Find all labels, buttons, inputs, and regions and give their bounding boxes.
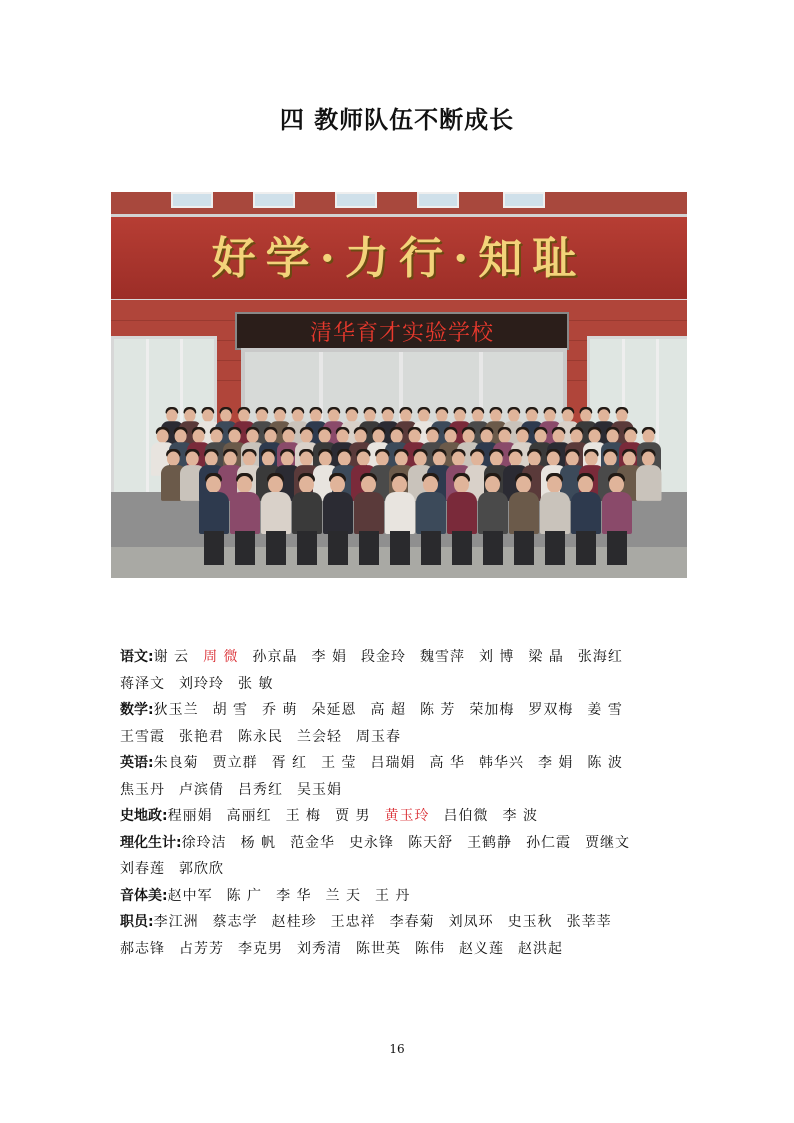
staff-name: 王鹤静 <box>467 834 513 851</box>
staff-name: 刘 博 <box>478 649 515 665</box>
staff-name: 兰会轻 <box>297 728 342 745</box>
staff-roster <box>120 644 680 962</box>
staff-name: 刘秀清 <box>297 940 342 957</box>
staff-name: 李克男 <box>238 940 283 957</box>
staff-name: 杨 帆 <box>240 834 277 851</box>
staff-name: 王 丹 <box>374 887 411 904</box>
staff-name: 陈 广 <box>226 887 263 904</box>
staff-name: 吕瑞娟 <box>370 755 416 771</box>
staff-name: 谢 云 <box>153 649 190 665</box>
page-title: 四 教师队伍不断成长 <box>279 106 515 134</box>
roster-section <box>120 697 680 750</box>
staff-name: 焦玉丹 <box>120 781 165 798</box>
staff-name: 陈伟 <box>415 940 445 957</box>
staff-name: 梁 晶 <box>528 649 564 665</box>
staff-name: 高丽红 <box>226 808 272 824</box>
staff-name: 陈 芳 <box>419 702 456 718</box>
staff-name: 刘凤环 <box>448 914 494 930</box>
staff-name: 段金玲 <box>360 649 406 665</box>
staff-name: 张海红 <box>577 649 623 665</box>
section-label: 语文: <box>120 649 154 665</box>
staff-name: 赵义莲 <box>459 940 504 957</box>
staff-name: 李 波 <box>502 808 538 824</box>
roster-section <box>120 750 680 803</box>
staff-name: 韩华兴 <box>478 755 524 771</box>
staff-name: 李 娟 <box>311 649 347 665</box>
roster-section <box>120 883 680 910</box>
roster-section <box>120 909 680 962</box>
staff-name: 赵桂珍 <box>271 914 317 930</box>
staff-name: 周 微 <box>203 649 239 665</box>
staff-name: 郝志锋 <box>120 940 165 957</box>
section-label: 职员: <box>120 914 154 930</box>
staff-name: 张莘莘 <box>566 914 612 930</box>
staff-name: 高 超 <box>370 702 406 718</box>
teacher-group <box>141 407 661 517</box>
section-label: 理化生计: <box>120 834 182 851</box>
staff-name: 吴玉娟 <box>297 781 342 798</box>
staff-name: 吕秀红 <box>238 781 283 798</box>
staff-name: 周玉春 <box>356 728 401 745</box>
staff-name: 王 梅 <box>285 808 322 824</box>
staff-name: 徐玲洁 <box>181 834 227 851</box>
staff-name: 李 娟 <box>537 755 574 771</box>
led-sign <box>235 312 569 350</box>
section-label: 史地政: <box>120 808 168 824</box>
staff-name: 卢滨倩 <box>179 781 224 798</box>
roster-section <box>120 803 680 830</box>
staff-name: 魏雪萍 <box>419 649 465 665</box>
staff-name: 史永锋 <box>349 834 395 851</box>
staff-name: 刘玲玲 <box>179 675 224 692</box>
staff-name: 陈天舒 <box>408 834 454 851</box>
staff-name: 贾继文 <box>585 834 631 851</box>
staff-name: 王 莹 <box>321 755 357 771</box>
staff-name: 张 敏 <box>238 675 274 692</box>
staff-name: 孙仁霞 <box>526 834 572 851</box>
staff-name: 乔 萌 <box>262 702 298 718</box>
staff-name: 史玉秋 <box>507 914 553 930</box>
staff-name: 朵延恩 <box>311 702 357 718</box>
staff-name: 罗双梅 <box>528 702 574 718</box>
staff-name: 蒋泽文 <box>120 675 165 692</box>
staff-name: 王雪霞 <box>120 728 165 745</box>
staff-name: 刘春莲 <box>120 861 165 877</box>
roster-section <box>120 830 680 883</box>
staff-name: 黄玉玲 <box>384 808 430 824</box>
staff-name: 李春菊 <box>389 914 435 930</box>
staff-name: 姜 雪 <box>587 702 623 718</box>
staff-name: 程丽娟 <box>167 808 213 824</box>
staff-name: 兰 天 <box>325 887 361 904</box>
staff-name: 赵洪起 <box>518 940 563 957</box>
staff-name: 胥 红 <box>271 755 308 771</box>
staff-name: 赵中军 <box>167 887 213 904</box>
staff-name: 郭欣欣 <box>179 861 224 877</box>
staff-name: 王忠祥 <box>330 914 376 930</box>
staff-name: 孙京晶 <box>252 649 298 665</box>
section-label: 英语: <box>120 755 154 771</box>
staff-name: 陈永民 <box>238 728 283 745</box>
staff-name: 吕伯微 <box>443 808 489 824</box>
page-number: 16 <box>389 1042 405 1056</box>
staff-name: 蔡志学 <box>212 914 258 930</box>
staff-name: 李 华 <box>276 887 312 904</box>
building-upper-floor <box>111 192 687 216</box>
staff-name: 胡 雪 <box>212 702 249 718</box>
staff-name: 狄玉兰 <box>153 702 199 718</box>
staff-name: 荣加梅 <box>469 702 515 718</box>
section-label: 数学: <box>120 702 154 718</box>
staff-name: 高 华 <box>429 755 465 771</box>
staff-name: 贾 男 <box>335 808 371 824</box>
section-label: 音体美: <box>120 887 168 904</box>
led-sign-text: 清华育才实验学校 <box>309 321 494 346</box>
staff-name: 范金华 <box>290 834 336 851</box>
staff-name: 贾立群 <box>212 755 258 771</box>
roster-section <box>120 644 680 697</box>
motto-text: 好学·力行·知耻 <box>211 233 587 284</box>
staff-name: 朱良菊 <box>153 755 199 771</box>
staff-name: 张艳君 <box>179 728 224 745</box>
staff-name: 陈世英 <box>356 940 401 957</box>
group-photo <box>111 192 687 578</box>
staff-name: 陈 波 <box>587 755 623 771</box>
staff-name: 占芳芳 <box>179 940 224 957</box>
staff-name: 李江洲 <box>153 914 199 930</box>
